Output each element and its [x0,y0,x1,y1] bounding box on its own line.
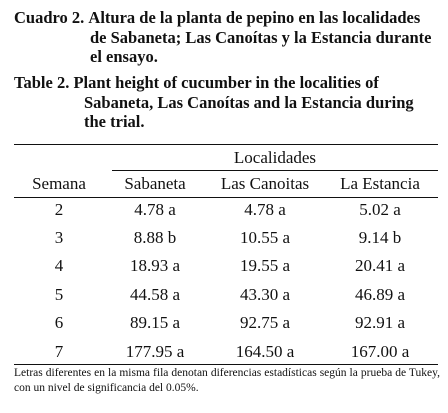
las-canoitas-value: 43.30 a [239,285,291,304]
la-estancia-value: 5.02 a [359,200,401,219]
caption-spanish-line-3: el ensayo. [90,47,158,66]
las-canoitas-value: 10.55 a [239,228,291,247]
localidades-underline [112,170,438,171]
caption-spanish-prefix: Cuadro 2. [14,8,85,27]
sabaneta-value: 4.78 a [134,200,176,219]
semana-cell: 2 [54,200,64,219]
semana-cell: 3 [54,228,64,247]
las-canoitas-value: 4.78 a [244,200,286,219]
caption-spanish [14,8,438,67]
column-header-la-estancia: La Estancia [340,174,420,193]
la-estancia-value: 9.14 b [358,228,402,247]
sabaneta-value: 44.58 a [129,285,181,304]
la-estancia-value: 46.89 a [354,285,406,304]
las-canoitas-value: 19.55 a [239,256,291,275]
caption-english [14,73,438,132]
semana-cell: 7 [54,342,64,361]
la-estancia-value: 20.41 a [354,256,406,275]
semana-cell: 4 [54,256,64,275]
las-canoitas-value: 92.75 a [239,313,291,332]
semana-cell: 6 [54,313,64,332]
la-estancia-value: 92.91 a [354,313,406,332]
la-estancia-value: 167.00 a [350,342,410,361]
sabaneta-value: 18.93 a [129,256,181,275]
table-footnote: Letras diferentes en la misma fila denotan diferencias estadísticas según la prueba de Tukey, con un nivel de significancia del 0.05%. [14,367,440,394]
caption-english-line-3: the trial. [84,112,145,131]
column-header-sabaneta: Sabaneta [124,174,186,193]
sabaneta-value: 177.95 a [125,342,185,361]
caption-english-line-2: Sabaneta, Las Canoítas and la Estancia during [84,92,414,112]
caption-english-prefix: Table 2. [14,73,70,92]
sabaneta-value: 8.88 b [133,228,177,247]
semana-cell: 5 [54,285,64,304]
table-bottom-rule [14,364,438,365]
table-top-rule [14,144,438,145]
row-header-semana: Semana [32,174,86,193]
table-header-rule [14,197,438,198]
group-header-localidades: Localidades [233,148,317,167]
caption-english-line-1: Plant height of cucumber in the localities of [73,73,379,92]
las-canoitas-value: 164.50 a [235,342,295,361]
sabaneta-value: 89.15 a [129,313,181,332]
column-header-las-canoitas: Las Canoitas [220,174,310,193]
caption-spanish-line-1: Altura de la planta de pepino en las localidades [88,8,421,27]
caption-spanish-line-2: de Sabaneta; Las Canoítas y la Estancia durante [90,27,432,47]
